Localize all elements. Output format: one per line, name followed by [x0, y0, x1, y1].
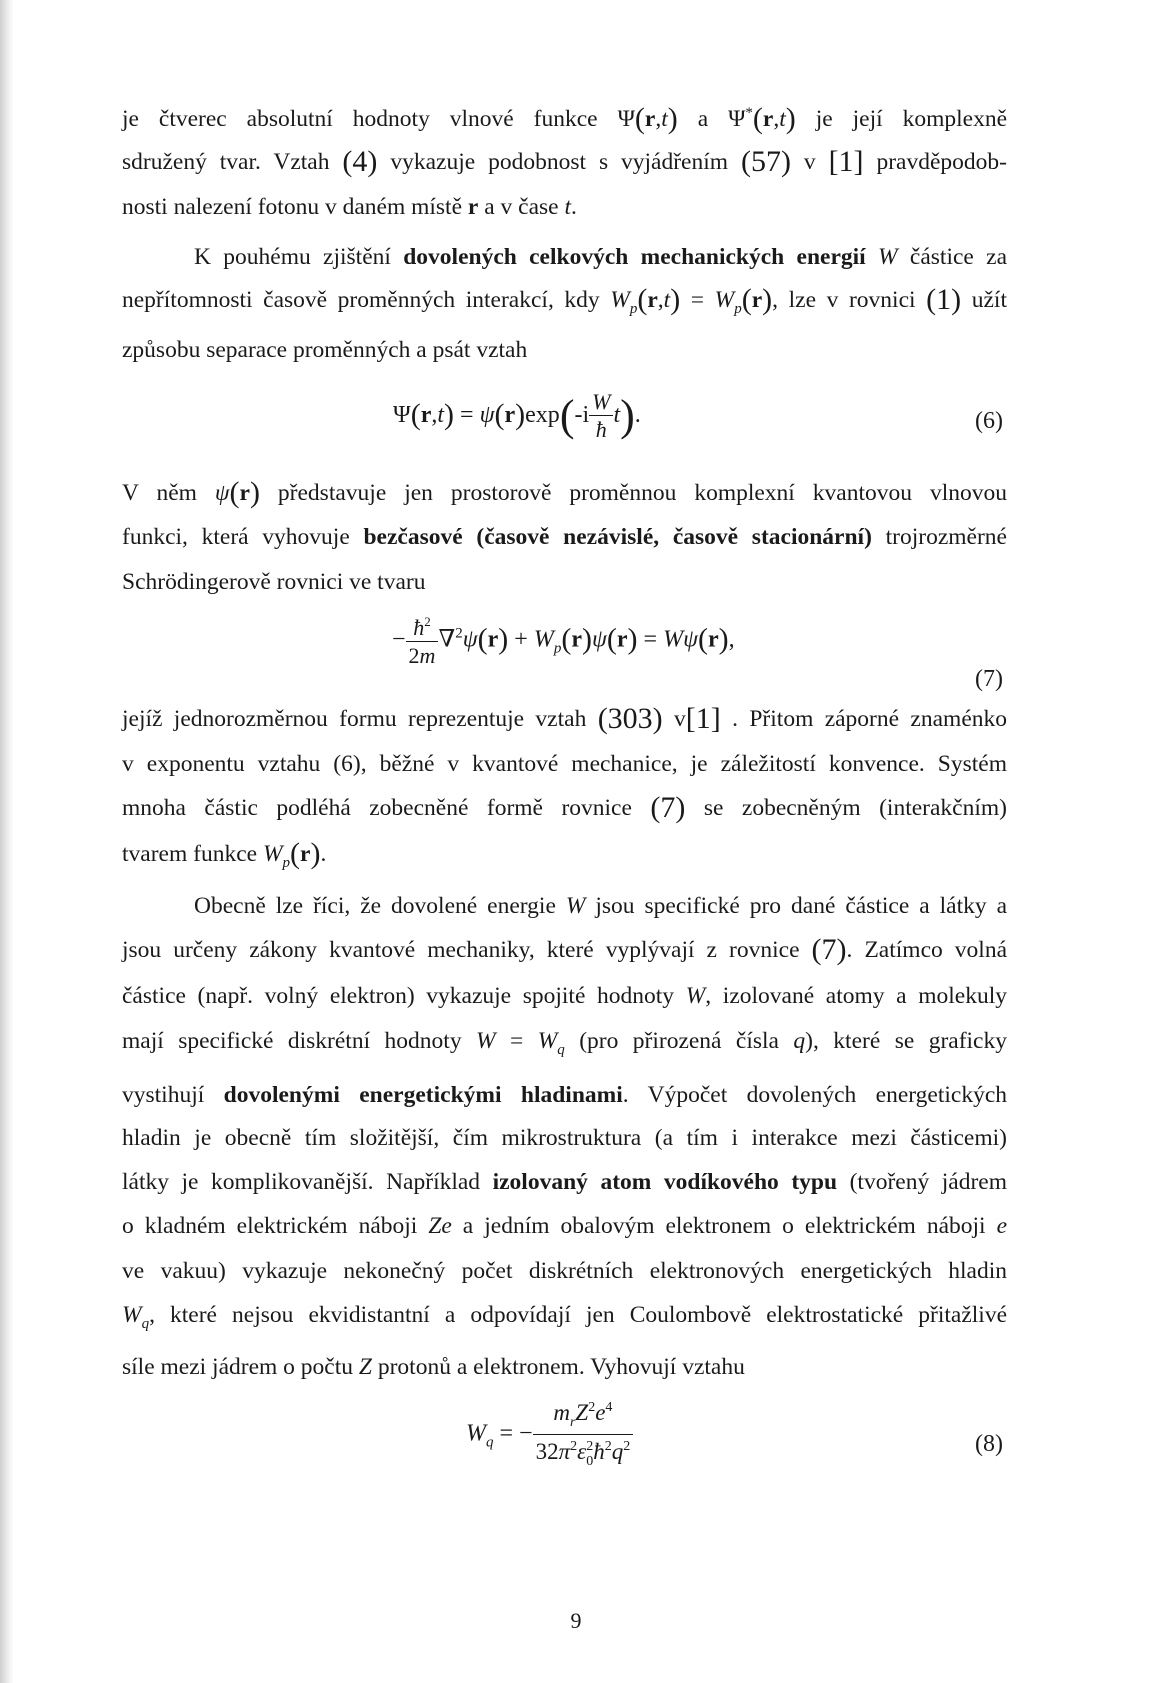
text-line-11: v exponentu vztahu (6), běžné v kvantové mechanice, je záležitostí konvence. Systém [122, 751, 1007, 777]
text-line-2: sdružený tvar. Vztah (4) vykazuje podobnost s vyjádřením (57) v [1] pravděpodob- [122, 145, 1007, 178]
text-line-1: je čtverec absolutní hodnoty vlnové funkce Ψ(r,t) a Ψ*(r,t) je její komplexně [122, 102, 1007, 135]
text-line-19: hladin je obecně tím složitější, čím mikrostruktura (a tím i interakce mezi částicemi) [122, 1125, 1007, 1151]
text-line-18: vystihují dovolenými energetickými hladinami. Výpočet dovolených energetických [122, 1082, 1007, 1108]
text-line-7: V něm ψ(r) představuje jen prostorově proměnnou komplexní kvantovou vlnovou [122, 476, 1007, 509]
equation-8: $W_q$ = − $\frac{m_rZ^2e^4}{32\pi^2\varepsilon_0^2ħ^2q^2}$ [466, 1401, 633, 1469]
ref-eq-4: (4) [342, 145, 378, 178]
equation-7: − $\frac{ħ^2}{2m}$ $\nabla^2\psi(r) + W_p(r)\psi(r) = W\psi(r)$, [392, 614, 735, 668]
text-line-3: nosti nalezení fotonu v daném místě r a v čase t. [122, 194, 577, 220]
equation-6: Ψ(r,t) = ψ(r)exp(-i $\frac{W}{ħ}$ t). [393, 389, 641, 443]
text-line-21: o kladném elektrickém náboji Ze a jedním obalovým elektronem o elektrickém náboji e [122, 1213, 1008, 1239]
equation-7-number: (7) [975, 666, 1003, 692]
text-line-12: mnoha částic podléhá zobecněné formě rovnice (7) se zobecněným (interakčním) [122, 791, 1007, 824]
text-line-14: Obecně lze říci, že dovolené energie W jsou specifické pro dané částice a látky a [194, 893, 1007, 919]
text-line-20: látky je komplikovanější. Například izolovaný atom vodíkového typu (tvořený jádrem [122, 1169, 1007, 1195]
text-line-17: mají specifické diskrétní hodnoty $W = W_q$ (pro přirozená čísla q), které se graficky [122, 1028, 1007, 1058]
text-line-15: jsou určeny zákony kvantové mechaniky, které vyplývají z rovnice (7). Zatímco volná [122, 933, 1007, 966]
ref-eq-7: (7) [650, 791, 686, 824]
text-line-4: K pouhému zjištění dovolených celkových mechanických energií W částice za [194, 244, 1007, 270]
text-line-23: $W_q$, které nejsou ekvidistantní a odpovídají jen Coulombově elektrostatické přitažlivé [122, 1302, 1007, 1332]
text-line-13: tvarem funkce $W_p(r)$. [122, 837, 327, 871]
ref-eq-57: (57) [740, 145, 791, 178]
text-line-16: částice (např. volný elektron) vykazuje spojité hodnoty W, izolované atomy a molekuly [122, 983, 1007, 1009]
text-line-24: síle mezi jádrem o počtu Z protonů a elektronem. Vyhovují vztahu [122, 1354, 745, 1380]
equation-6-number: (6) [975, 408, 1003, 434]
citation-1b: [1] [685, 702, 721, 735]
text-line-9: Schrödingerově rovnici ve tvaru [122, 569, 426, 595]
citation-1: [1] [828, 145, 864, 178]
ref-eq-7b: (7) [811, 933, 847, 966]
ref-eq-1: (1) [926, 283, 962, 316]
text-line-10: jejíž jednorozměrnou formu reprezentuje vztah (303) v[1] . Přitom záporné znaménko [122, 702, 1007, 735]
text-line-8: funkci, která vyhovuje bezčasové (časově nezávislé, časově stacionární) trojrozměrné [122, 524, 1007, 550]
text-line-5: nepřítomnosti časově proměnných interakcí, kdy $W_p(r,t) = W_p(r)$, lze v rovnici (1) užít [122, 283, 1007, 317]
ref-eq-303: (303) [597, 702, 663, 735]
page-number: 9 [570, 1608, 582, 1633]
equation-8-number: (8) [975, 1431, 1003, 1457]
text-line-22: ve vakuu) vykazuje nekonečný počet diskrétních elektronových energetických hladin [122, 1258, 1007, 1284]
text-line-6: způsobu separace proměnných a psát vztah [122, 337, 528, 363]
